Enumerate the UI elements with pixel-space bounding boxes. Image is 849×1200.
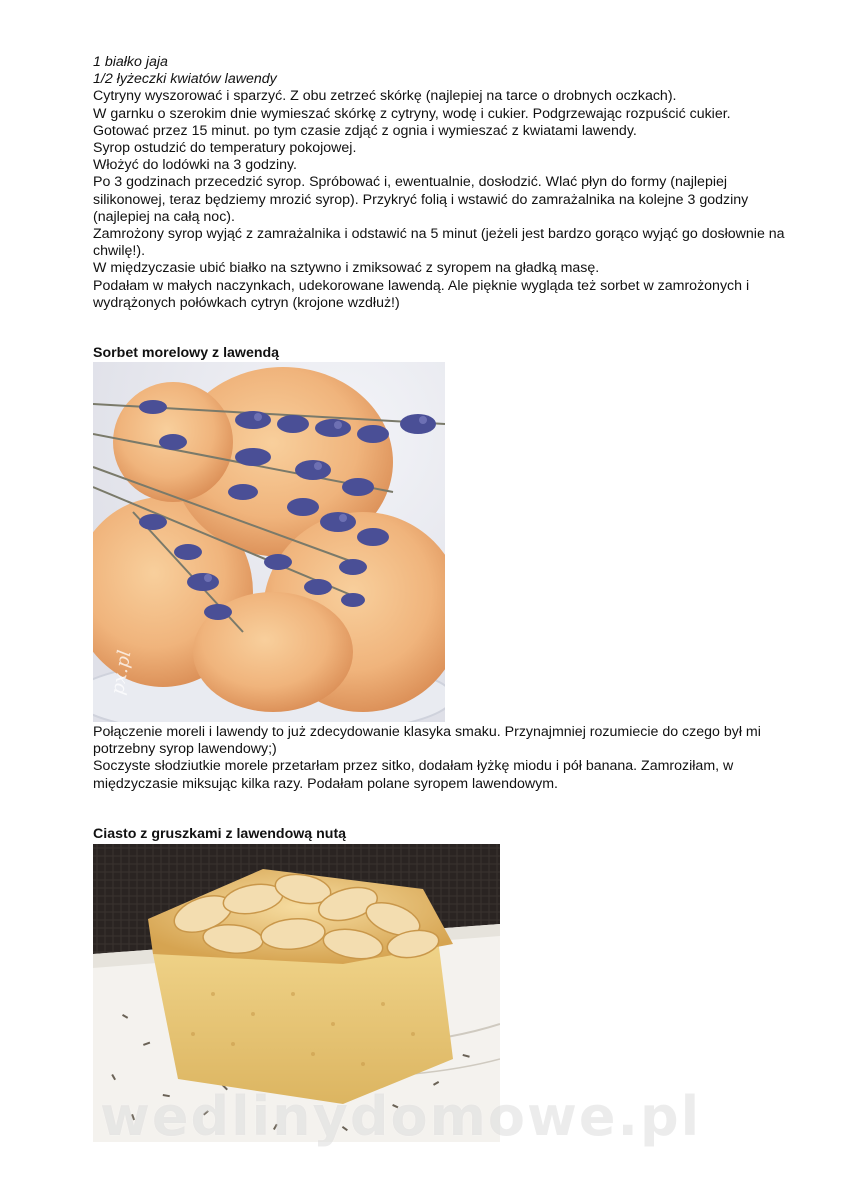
section-title-pear-cake: Ciasto z gruszkami z lawendową nutą xyxy=(93,826,347,842)
step-paragraph: W garnku o szerokim dnie wymieszać skórkę z cytryny, wodę i cukier. Podgrzewając rozpuścić cukier. xyxy=(93,105,731,122)
step-paragraph: Po 3 godzinach przecedzić syrop. Spróbować i, ewentualnie, dosłodzić. Wlać płyn do formy (najlepiej silikonowej, teraz będziemy mrozić syrop). Przykryć folią i wstawić do zamrażalnika na kolejne 3 godziny (najlepiej na całą noc). xyxy=(93,174,749,225)
step-paragraph: Zamrożony syrop wyjąć z zamrażalnika i odstawić na 5 minut (jeżeli jest bardzo gorąco wyjąć go dosłownie na chwilę!). xyxy=(93,226,785,260)
step-paragraph: Cytryny wyszorować i sparzyć. Z obu zetrzeć skórkę (najlepiej na tarce o drobnych oczkach). xyxy=(93,88,677,105)
section-title-apricot-sorbet: Sorbet morelowy z lawendą xyxy=(93,345,280,361)
ingredient-line: 1/2 łyżeczki kwiatów lawendy xyxy=(93,71,277,88)
recipe-text-apricot xyxy=(93,724,803,793)
description-paragraph: Soczyste słodziutkie morele przetarłam przez sitko, dodałam łyżkę miodu i pół banana. Zamroziłam, w międzyczasie miksując kilka razy. Podałam polane syropem lawendowym. xyxy=(93,758,734,792)
watermark: wedlinydomowe.pl xyxy=(100,1085,702,1148)
step-paragraph: W międzyczasie ubić białko na sztywno i zmiksować z syropem na gładką masę. xyxy=(93,260,600,277)
ingredient-line: 1 białko jaja xyxy=(93,54,168,70)
step-paragraph: Podałam w małych naczynkach, udekorowane lawendą. Ale pięknie wygląda też sorbet w zamrożonych i wydrążonych połówkach cytryn (krojone wzdłuż!) xyxy=(93,277,750,311)
apricot-sorbet-photo xyxy=(93,362,445,722)
step-paragraph: Gotować przez 15 minut. po tym czasie zdjąć z ognia i wymieszać z kwiatami lawendy. xyxy=(93,122,637,139)
photo-signature: px.pl xyxy=(107,648,136,697)
recipe-text-lemon xyxy=(93,54,803,312)
step-paragraph: Włożyć do lodówki na 3 godziny. xyxy=(93,157,297,174)
description-paragraph: Połączenie moreli i lawendy to już zdecydowanie klasyka smaku. Przynajmniej rozumiecie do czego był mi potrzebny syrop lawendowy;) xyxy=(93,724,761,758)
step-paragraph: Syrop ostudzić do temperatury pokojowej. xyxy=(93,140,357,157)
